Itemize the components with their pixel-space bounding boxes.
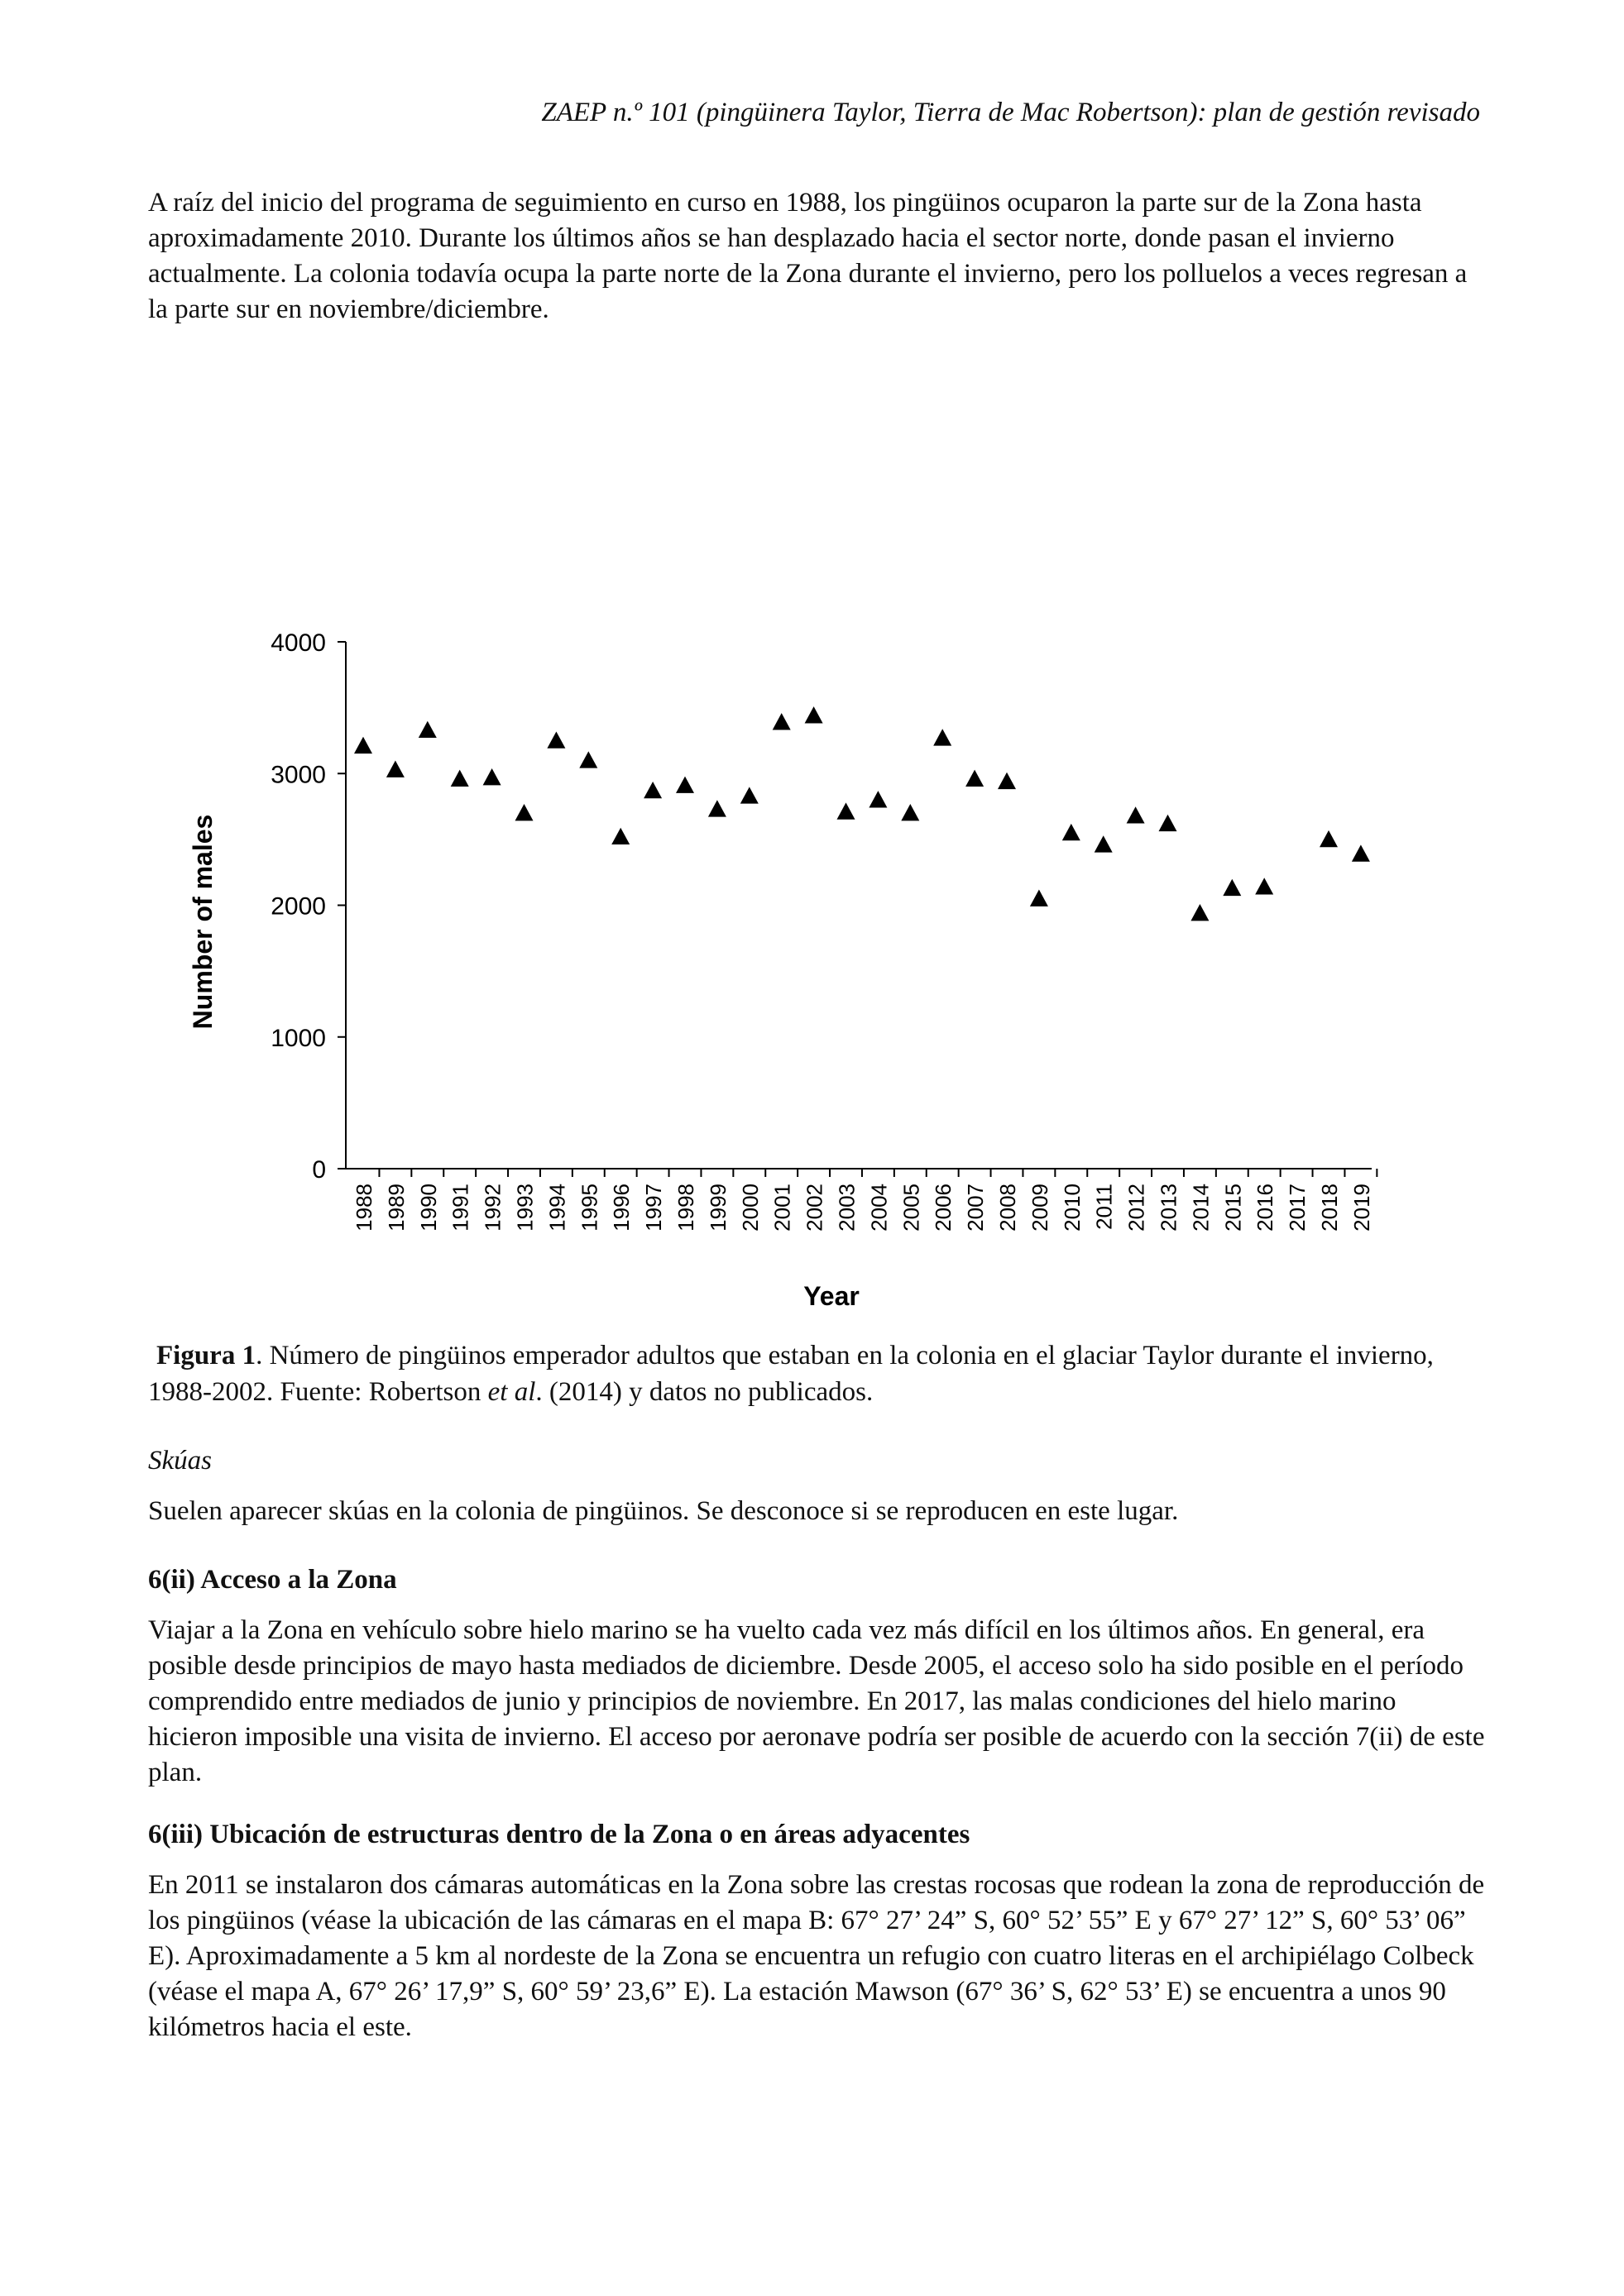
x-tick-label: 1996 [609, 1184, 635, 1232]
caption-text-b: . (2014) y datos no publicados. [535, 1377, 874, 1407]
data-point [740, 787, 759, 803]
x-tick-label: 2007 [963, 1184, 989, 1232]
section-ubicacion-heading: 6(iii) Ubicación de estructuras dentro de la Zona o en áreas adyacentes [148, 1820, 970, 1849]
intro-paragraph: A raíz del inicio del programa de seguimiento en curso en 1988, los pingüinos ocuparon la parte sur de la Zona hasta aproximadamente 2010. Durante los últimos años se han desplazado hacia el sector norte, donde pasan el invierno actualmente. La colonia todavía ocupa la parte norte de la Zona durante el invierno, pero los polluelos a veces regresan a la parte sur en noviembre/diciembre. [148, 188, 1468, 324]
x-tick-label: 2010 [1059, 1184, 1085, 1232]
data-point [805, 706, 823, 723]
y-tick-label: 0 [312, 1156, 326, 1184]
figure-label: Figura 1 [156, 1341, 256, 1370]
x-tick-label: 2004 [866, 1184, 892, 1232]
x-tick-label: 2005 [898, 1184, 924, 1232]
data-point [1255, 878, 1273, 894]
data-point [386, 760, 405, 777]
skuas-paragraph: Suelen aparecer skúas en la colonia de pingüinos. Se desconoce si se reproducen en este lugar. [148, 1496, 1179, 1526]
data-point [773, 713, 791, 729]
y-tick-label: 2000 [271, 892, 326, 921]
data-point [965, 770, 984, 787]
x-tick-label: 1989 [383, 1184, 409, 1232]
caption-et-al: et al [487, 1377, 536, 1407]
data-point [1352, 844, 1370, 861]
data-point [676, 777, 694, 793]
x-tick-label: 2002 [802, 1184, 827, 1232]
x-tick-label: 2006 [931, 1184, 956, 1232]
x-tick-label: 2009 [1027, 1184, 1052, 1232]
y-axis-label: Number of males [188, 814, 218, 1030]
data-point [419, 721, 437, 738]
x-tick-label: 1997 [641, 1184, 667, 1232]
x-tick-label: 1992 [480, 1184, 505, 1232]
x-tick-label: 2003 [834, 1184, 860, 1232]
data-point [354, 737, 372, 753]
data-point [515, 804, 534, 820]
x-tick-label: 2011 [1091, 1184, 1117, 1230]
y-tick-label: 4000 [271, 629, 326, 657]
data-point [1320, 830, 1338, 847]
data-point [1190, 904, 1209, 921]
x-tick-label: 1988 [352, 1184, 376, 1232]
data-point [837, 802, 855, 819]
y-axis [271, 629, 346, 1184]
x-tick-label: 1998 [673, 1184, 698, 1232]
x-tick-label: 2001 [769, 1184, 795, 1232]
x-axis-label: Year [803, 1281, 860, 1311]
x-tick-label: 1994 [544, 1184, 570, 1232]
data-point [1095, 835, 1113, 852]
data-point [998, 773, 1016, 789]
y-tick-label: 1000 [271, 1024, 326, 1052]
y-tick-label: 3000 [271, 761, 326, 789]
x-tick-label: 2019 [1349, 1184, 1374, 1232]
data-point [483, 768, 501, 785]
data-point [644, 782, 662, 798]
data-markers [354, 706, 1370, 921]
x-tick-label: 2000 [737, 1184, 763, 1232]
section-acceso-paragraph: Viajar a la Zona en vehículo sobre hielo marino se ha vuelto cada vez más difícil en los últimos años. En general, era posible desde principios de mayo hasta mediados de diciembre. Desde 2005, el acceso solo ha sido posible en el período comprendido entre mediados de junio y principios de noviembre. En 2017, las malas condiciones del hielo marino hicieron imposible una visita de invierno. El acceso por aeronave podría ser posible de acuerdo con la sección 7(ii) de este plan. [148, 1615, 1485, 1787]
data-point [579, 751, 597, 768]
page-header: ZAEP n.º 101 (pingüinera Taylor, Tierra de Mac Robertson): plan de gestión revisado [541, 98, 1480, 127]
x-tick-label: 2016 [1253, 1184, 1278, 1232]
data-point [611, 828, 630, 844]
x-tick-label: 2014 [1188, 1184, 1214, 1232]
caption-text-a: . Número de pingüinos emperador adultos que estaban en la colonia en el glaciar Taylor durante el invierno, 1988-2002. Fuente: Robertson [148, 1341, 1434, 1407]
data-point [547, 731, 565, 748]
x-tick-label: 1993 [512, 1184, 538, 1232]
data-point [1127, 806, 1145, 823]
x-tick-label: 1991 [448, 1184, 473, 1232]
x-tick-label: 2015 [1220, 1184, 1246, 1232]
data-point [708, 800, 726, 816]
x-tick-label: 1999 [705, 1184, 731, 1232]
x-tick-label: 2008 [995, 1184, 1020, 1232]
x-tick-label: 1990 [415, 1184, 441, 1232]
data-point [901, 804, 919, 820]
data-point [869, 791, 887, 807]
data-point [933, 729, 951, 745]
data-point [1159, 815, 1177, 831]
x-tick-label: 2017 [1285, 1184, 1310, 1232]
section-ubicacion-paragraph: En 2011 se instalaron dos cámaras automáticas en la Zona sobre las crestas rocosas que rodean la zona de reproducción de los pingüinos (véase la ubicación de las cámaras en el mapa B: 67° 27’ 24” S, 60° 52’ 55” E y 67° 27’ 12” S, 60° 53’ 06” E). Aproximadamente a 5 km al nordeste de la Zona se encuentra un refugio con cuatro literas en el archipiélago Colbeck (véase el mapa A, 67° 26’ 17,9” S, 60° 59’ 23,6” E). La estación Mawson (67° 36’ S, 62° 53’ E) se encuentra a unos 90 kilómetros hacia el este. [148, 1870, 1485, 2042]
x-tick-label: 2012 [1123, 1184, 1149, 1232]
x-tick-label: 1995 [577, 1184, 602, 1232]
skuas-heading: Skúas [148, 1446, 212, 1476]
data-point [1223, 879, 1241, 896]
x-tick-label: 2013 [1156, 1184, 1181, 1232]
figure-caption [148, 1337, 1488, 1410]
x-tick-label: 2018 [1317, 1184, 1342, 1232]
data-point [1030, 890, 1048, 906]
data-point [1062, 824, 1080, 840]
x-axis [346, 1169, 1377, 1232]
data-point [451, 770, 469, 787]
section-acceso-heading: 6(ii) Acceso a la Zona [148, 1565, 397, 1595]
